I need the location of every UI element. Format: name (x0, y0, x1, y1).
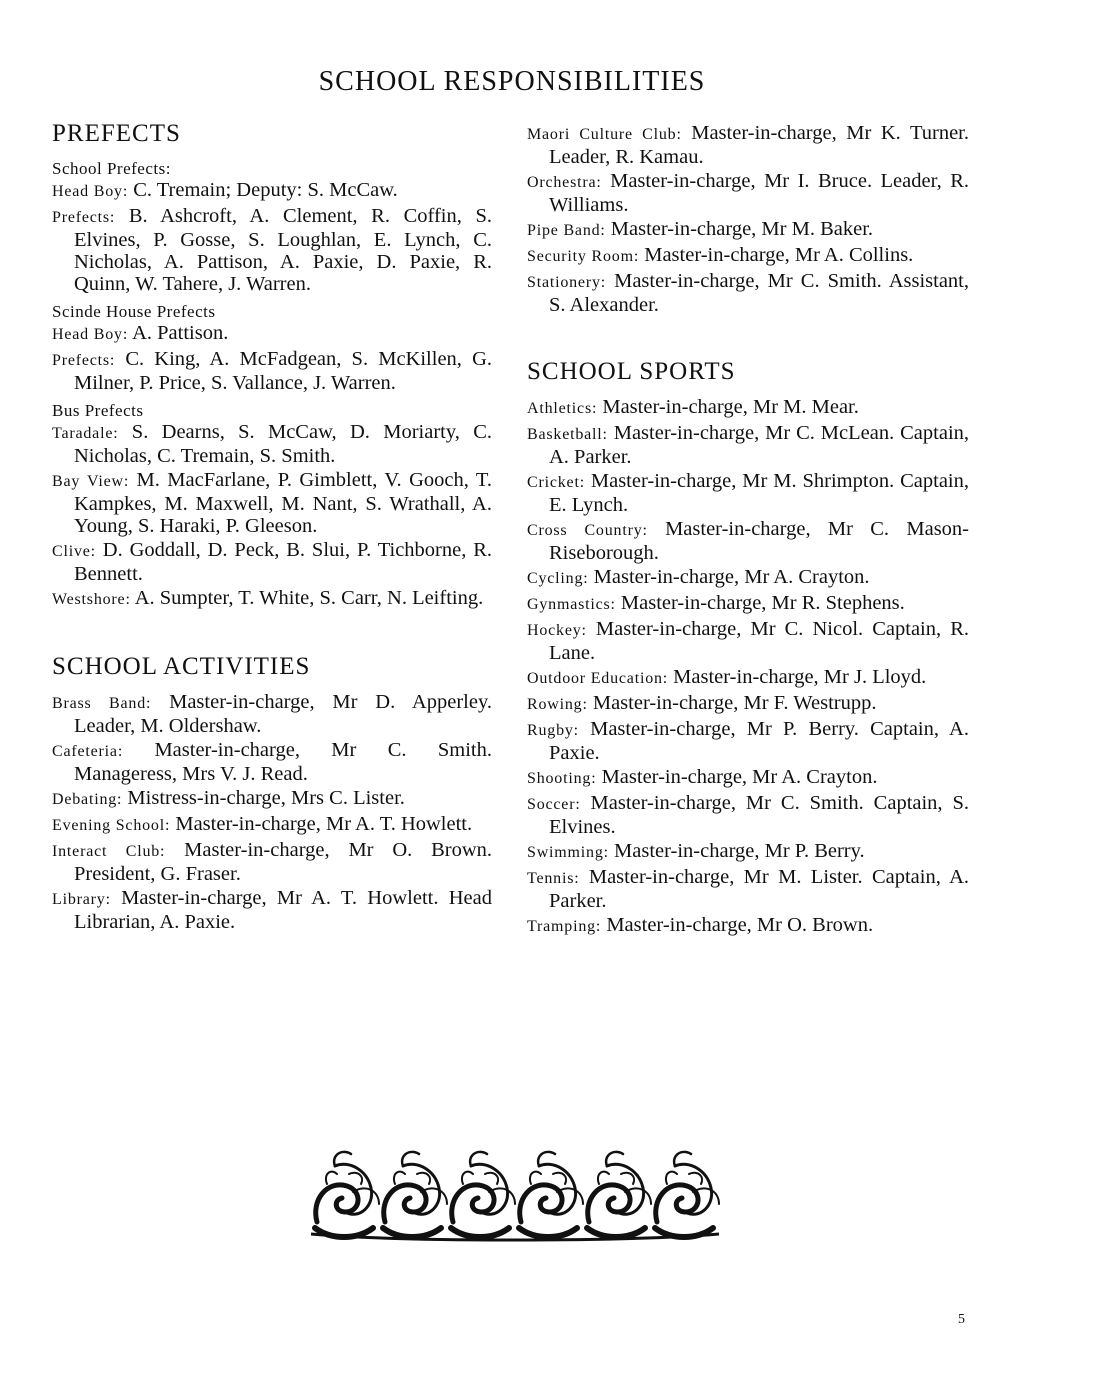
list-item (527, 470, 969, 516)
activities-heading: SCHOOL ACTIVITIES (52, 653, 311, 680)
list-item (527, 840, 969, 864)
entry-label: Evening School: (52, 817, 171, 834)
entry-text: Master-in-charge, Mr A. Crayton. (601, 766, 878, 788)
entry-label: Head Boy: (52, 183, 129, 200)
list-item (527, 666, 969, 690)
entry-label: Gynmastics: (527, 596, 616, 613)
entry-text: Master-in-charge, Mr C. McLean. Captain, A. Parker. (549, 422, 970, 468)
page-number: 5 (958, 1312, 965, 1327)
entry-label: Clive: (52, 543, 96, 560)
entry-label: Cycling: (527, 570, 589, 587)
entry-label: Head Boy: (52, 326, 129, 343)
section-spacer (527, 318, 969, 358)
entry-label: Hockey: (527, 622, 587, 639)
list-item (527, 792, 969, 838)
entry-text: M. MacFarlane, P. Gimblett, V. Gooch, T. Kampkes, M. Maxwell, M. Nant, S. Wrathall, A. Young, S. Haraki, P. Gleeson. (74, 469, 493, 537)
entry-label: Debating: (52, 791, 123, 808)
list-item (52, 813, 492, 837)
entry-text: Master-in-charge, Mr M. Mear. (602, 396, 859, 418)
entry-label: Pipe Band: (527, 222, 606, 239)
entry-label: Prefects: (52, 209, 116, 226)
list-item (527, 422, 969, 468)
entry-text: Master-in-charge, Mr J. Lloyd. (673, 666, 927, 688)
list-item (52, 539, 492, 585)
entry-text: S. Dearns, S. McCaw, D. Moriarty, C. Nicholas, C. Tremain, S. Smith. (74, 421, 492, 467)
entry-text: Master-in-charge, Mr M. Baker. (610, 218, 874, 240)
entry-label: Stationery: (527, 274, 607, 291)
entry-label: Orchestra: (527, 174, 602, 191)
entry-text: Master-in-charge, Mr C. Smith. Captain, S. Elvines. (549, 792, 970, 838)
list-item (52, 469, 492, 537)
list-item (527, 566, 969, 590)
entry-text: Master-in-charge, Mr P. Berry. Captain, A. Paxie. (549, 718, 969, 764)
entry-text: Master-in-charge, Mr C. Nicol. Captain, R. Lane. (549, 618, 970, 664)
entry-text: C. King, A. McFadgean, S. McKillen, G. Milner, P. Price, S. Vallance, J. Warren. (74, 348, 492, 394)
list-item (52, 787, 492, 811)
entry-label: Basketball: (527, 426, 608, 443)
entry-label: Bay View: (52, 473, 130, 490)
entry-text: Master-in-charge, Mr C. Smith. Assistant, S. Alexander. (549, 270, 970, 316)
section-spacer (52, 613, 492, 653)
list-item (527, 866, 969, 912)
entry-label: Shooting: (527, 770, 597, 787)
list-item (527, 914, 969, 938)
entry-label: Rugby: (527, 722, 579, 739)
entry-label: Cross Country: (527, 522, 648, 539)
left-column (52, 120, 492, 935)
entry-label: Rowing: (527, 696, 588, 713)
sports-heading: SCHOOL SPORTS (527, 358, 736, 385)
bus-prefects-heading: Bus Prefects (52, 401, 144, 420)
entry-label: Interact Club: (52, 843, 166, 860)
entry-label: Cricket: (527, 474, 585, 491)
list-item (52, 839, 492, 885)
entry-text: Master-in-charge, Mr R. Stephens. (620, 592, 905, 614)
entry-text: Mistress-in-charge, Mrs C. Lister. (127, 787, 405, 809)
list-item (527, 244, 969, 268)
scroll-ornament-icon (305, 1142, 725, 1244)
school-prefects-heading: School Prefects: (52, 159, 171, 178)
list-item (52, 691, 492, 737)
list-item (52, 587, 492, 611)
list-item (527, 170, 969, 216)
entry-text: Master-in-charge, Mr A. T. Howlett. (175, 813, 473, 835)
list-item (527, 218, 969, 242)
entry-label: Brass Band: (52, 695, 152, 712)
entry-label: Soccer: (527, 796, 581, 813)
entry-text: C. Tremain; Deputy: S. McCaw. (133, 179, 398, 201)
list-item (527, 718, 969, 764)
list-item (52, 322, 492, 346)
list-item (52, 348, 492, 394)
entry-label: Prefects: (52, 352, 116, 369)
list-item (527, 122, 969, 168)
entry-text: B. Ashcroft, A. Clement, R. Coffin, S. Elvines, P. Gosse, S. Loughlan, E. Lynch, C. Nicholas, A. Pattison, A. Paxie, D. Paxie, R. Quinn, W. Tahere, J. Warren. (74, 205, 493, 295)
entry-label: Westshore: (52, 591, 131, 608)
list-item (52, 205, 492, 295)
entry-text: Master-in-charge, Mr O. Brown. President, G. Fraser. (74, 839, 493, 885)
entry-label: Athletics: (527, 400, 598, 417)
scinde-house-heading: Scinde House Prefects (52, 302, 216, 321)
entry-label: Swimming: (527, 844, 609, 861)
entry-text: Master-in-charge, Mr C. Mason-Riseborough. (549, 518, 970, 564)
entry-text: Master-in-charge, Mr A. Crayton. (593, 566, 870, 588)
entry-label: Outdoor Education: (527, 670, 669, 687)
entry-text: Master-in-charge, Mr A. Collins. (644, 244, 914, 266)
list-item (527, 396, 969, 420)
list-item (527, 618, 969, 664)
entry-text: Master-in-charge, Mr P. Berry. (614, 840, 865, 862)
entry-label: Cafeteria: (52, 743, 124, 760)
list-item (52, 887, 492, 933)
page-title: SCHOOL RESPONSIBILITIES (318, 66, 706, 97)
list-item (527, 766, 969, 790)
entry-text: Master-in-charge, Mr M. Shrimpton. Captain, E. Lynch. (549, 470, 970, 516)
entry-text: Master-in-charge, Mr F. Westrupp. (592, 692, 877, 714)
entry-text: D. Goddall, D. Peck, B. Slui, P. Tichborne, R. Bennett. (74, 539, 493, 585)
entry-label: Maori Culture Club: (527, 126, 682, 143)
list-item (52, 739, 492, 785)
entry-text: Master-in-charge, Mr O. Brown. (606, 914, 874, 936)
entry-text: A. Sumpter, T. White, S. Carr, N. Leifting. (134, 587, 484, 609)
list-item (527, 592, 969, 616)
entry-text: Master-in-charge, Mr C. Smith. Manageress, Mrs V. J. Read. (74, 739, 493, 785)
entry-text: A. Pattison. (132, 322, 229, 344)
prefects-heading: PREFECTS (52, 120, 181, 147)
list-item (527, 692, 969, 716)
entry-label: Tramping: (527, 918, 602, 935)
list-item (52, 179, 492, 203)
entry-text: Master-in-charge, Mr D. Apperley. Leader, M. Oldershaw. (74, 691, 492, 737)
entry-label: Security Room: (527, 248, 640, 265)
list-item (527, 518, 969, 564)
entry-text: Master-in-charge, Mr I. Bruce. Leader, R. Williams. (549, 170, 969, 216)
entry-label: Taradale: (52, 425, 119, 442)
list-item (52, 421, 492, 467)
entry-text: Master-in-charge, Mr M. Lister. Captain, A. Parker. (549, 866, 969, 912)
entry-label: Library: (52, 891, 111, 908)
list-item (527, 270, 969, 316)
entry-text: Master-in-charge, Mr K. Turner. Leader, R. Kamau. (549, 122, 970, 168)
entry-label: Tennis: (527, 870, 580, 887)
entry-text: Master-in-charge, Mr A. T. Howlett. Head Librarian, A. Paxie. (74, 887, 492, 933)
right-column (527, 122, 969, 940)
